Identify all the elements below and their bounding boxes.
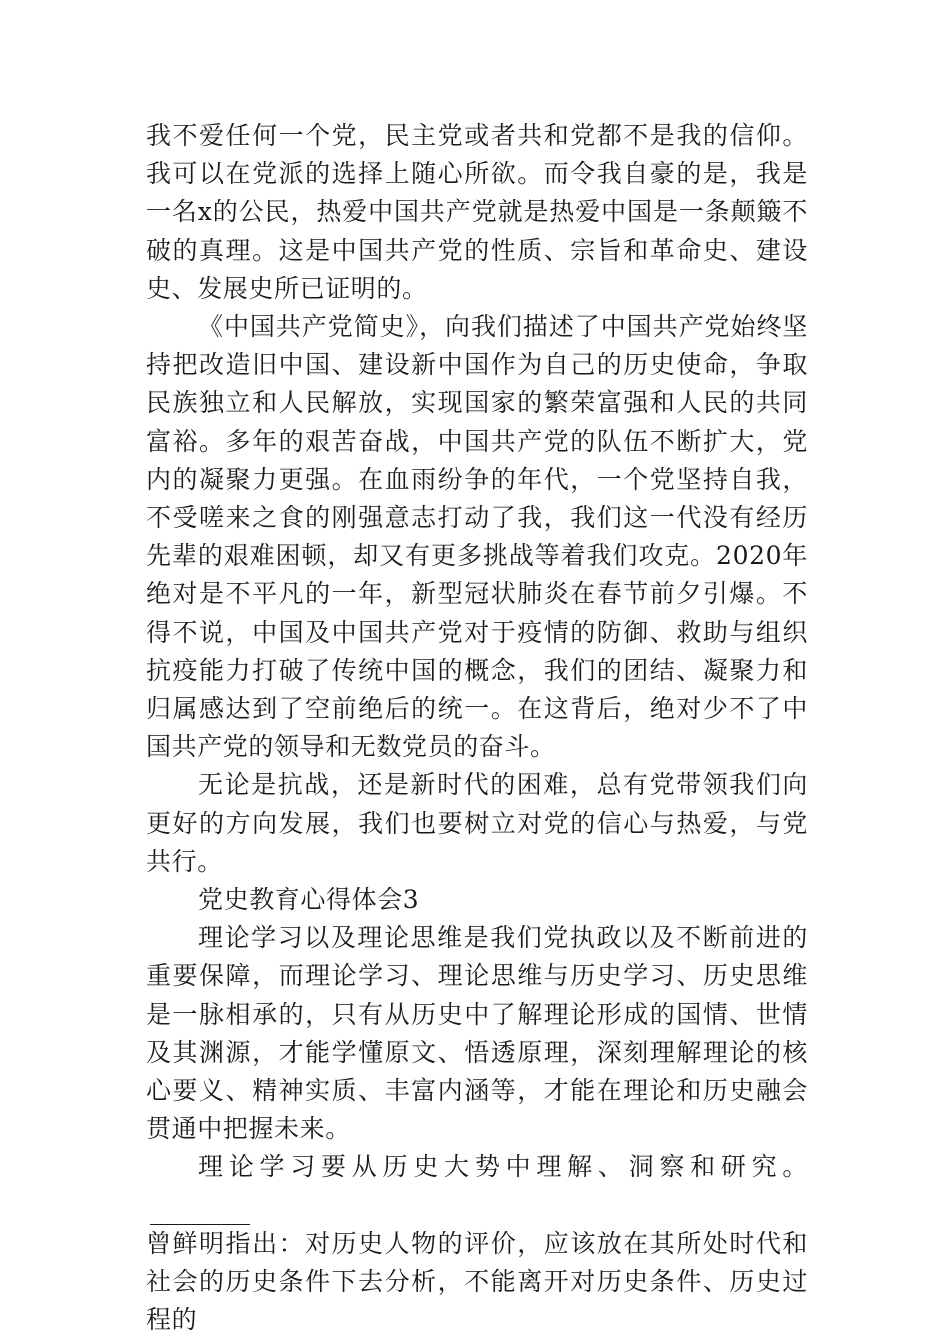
paragraph-5-text: 理论学习要从历史大势中理解、洞察和研究。 (198, 1152, 808, 1182)
paragraph-5 (146, 1148, 808, 1224)
paragraph-6: 曾鲜明指出：对历史人物的评价，应该放在其所处时代和社会的历史条件下去分析，不能离开对历史条件、历史过程的 (146, 1228, 808, 1335)
paragraph-2: 《中国共产党简史》，向我们描述了中国共产党始终坚持把改造旧中国、建设新中国作为自己的历史使命，争取民族独立和人民解放，实现国家的繁荣富强和人民的共同富裕。多年的艰苦奋战，中国共产党的队伍不断扩大，党内的凝聚力更强。在血雨纷争的年代，一个党坚持自我，不受嗟来之食的刚强意志打动了我，我们这一代没有经历先辈的艰难困顿，却又有更多挑战等着我们攻克。2020年绝对是不平凡的一年，新型冠状肺炎在春节前夕引爆。不得不说，中国及中国共产党对于疫情的防御、救助与组织抗疫能力打破了传统中国的概念，我们的团结、凝聚力和归属感达到了空前绝后的统一。在这背后，绝对少不了中国共产党的领导和无数党员的奋斗。 (146, 312, 808, 762)
paragraph-3: 无论是抗战，还是新时代的困难，总有党带领我们向更好的方向发展，我们也要树立对党的信心与热爱，与党共行。 (146, 770, 808, 876)
section-heading: 党史教育心得体会3 (198, 885, 420, 915)
paragraph-4: 理论学习以及理论思维是我们党执政以及不断前进的重要保障，而理论学习、理论思维与历史学习、历史思维是一脉相承的，只有从历史中了解理论形成的国情、世情及其渊源，才能学懂原文、悟透原理，深刻理解理论的核心要义、精神实质、丰富内涵等，才能在理论和历史融会贯通中把握未来。 (146, 923, 808, 1144)
document-body (146, 117, 808, 1340)
paragraph-1: 我不爱任何一个党，民主党或者共和党都不是我的信仰。我可以在党派的选择上随心所欲。而令我自豪的是，我是一名x的公民，热爱中国共产党就是热爱中国是一条颠簸不破的真理。这是中国共产党的性质、宗旨和革命史、建设史、发展史所已证明的。 (146, 121, 808, 303)
blank-underline (150, 1198, 250, 1225)
